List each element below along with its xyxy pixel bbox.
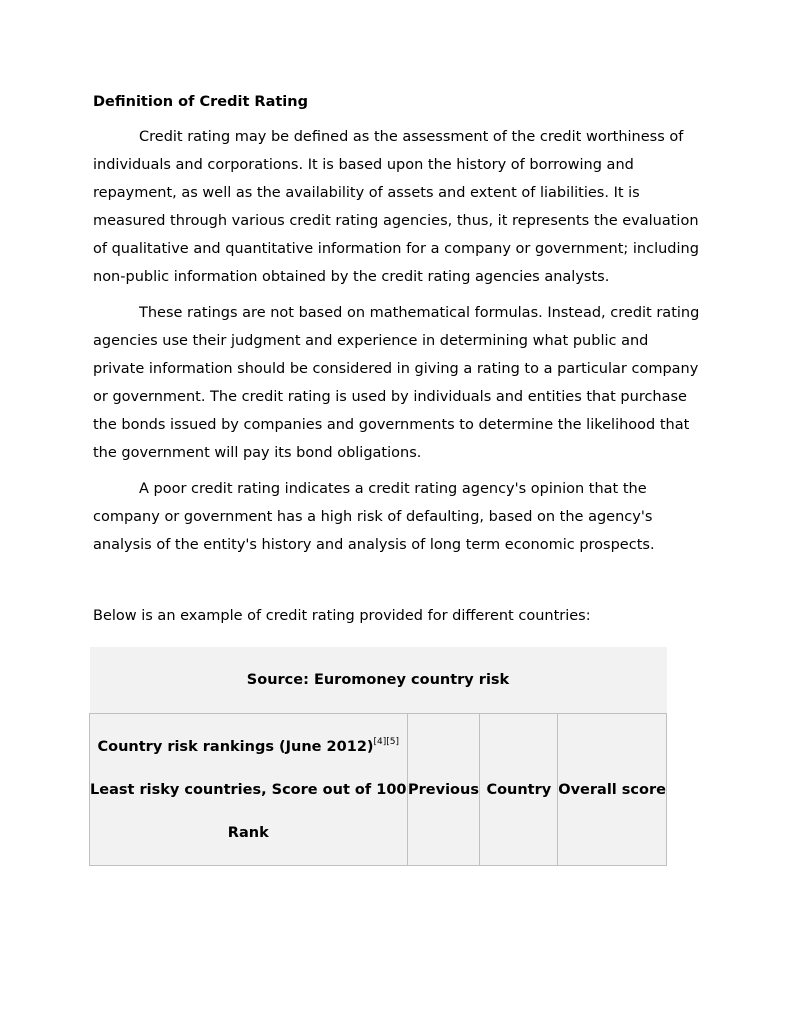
rank-header-rank: Rank [227, 824, 269, 841]
document-page [93, 92, 703, 624]
previous-header-cell: Previous [407, 714, 480, 866]
header-row [90, 714, 667, 866]
table-intro: Below is an example of credit rating provided for different countries: [93, 608, 591, 624]
overall-score-header-cell: Overall score [558, 714, 667, 866]
paragraph-1: Credit rating may be defined as the assessment of the credit worthiness of individuals and corporations. It is based upon the history of borrowing and repayment, as well as the availability of assets and extent of liabilities. It is measured through various credit rating agencies, thus, it represents the evaluation of qualitative and quantitative information for a company or government; including non-public information obtained by the credit rating agencies analysts. [93, 129, 699, 285]
rank-header-subtitle: Least risky countries, Score out of 100 [90, 781, 407, 798]
rank-header-title: Country risk rankings (June 2012)[4][5] [97, 736, 400, 755]
country-header-cell: Country [480, 714, 558, 866]
reference-links[interactable]: [4][5] [373, 736, 400, 747]
rank-header-cell [90, 714, 408, 866]
paragraph-3: A poor credit rating indicates a credit rating agency's opinion that the company or government has a high risk of defaulting, based on the agency's analysis of the entity's history and analysis of long term economic prospects. [93, 481, 655, 553]
source-row [90, 647, 667, 714]
document-heading: Definition of Credit Rating [93, 94, 308, 110]
paragraph-2: These ratings are not based on mathematical formulas. Instead, credit rating agencies use their judgment and experience in determining what public and private information should be considered in giving a rating to a particular company or government. The credit rating is used by individuals and entities that purchase the bonds issued by companies and governments to determine the likelihood that the government will pay its bond obligations. [93, 305, 700, 461]
country-risk-table [89, 647, 667, 866]
source-cell: Source: Euromoney country risk [90, 647, 667, 714]
